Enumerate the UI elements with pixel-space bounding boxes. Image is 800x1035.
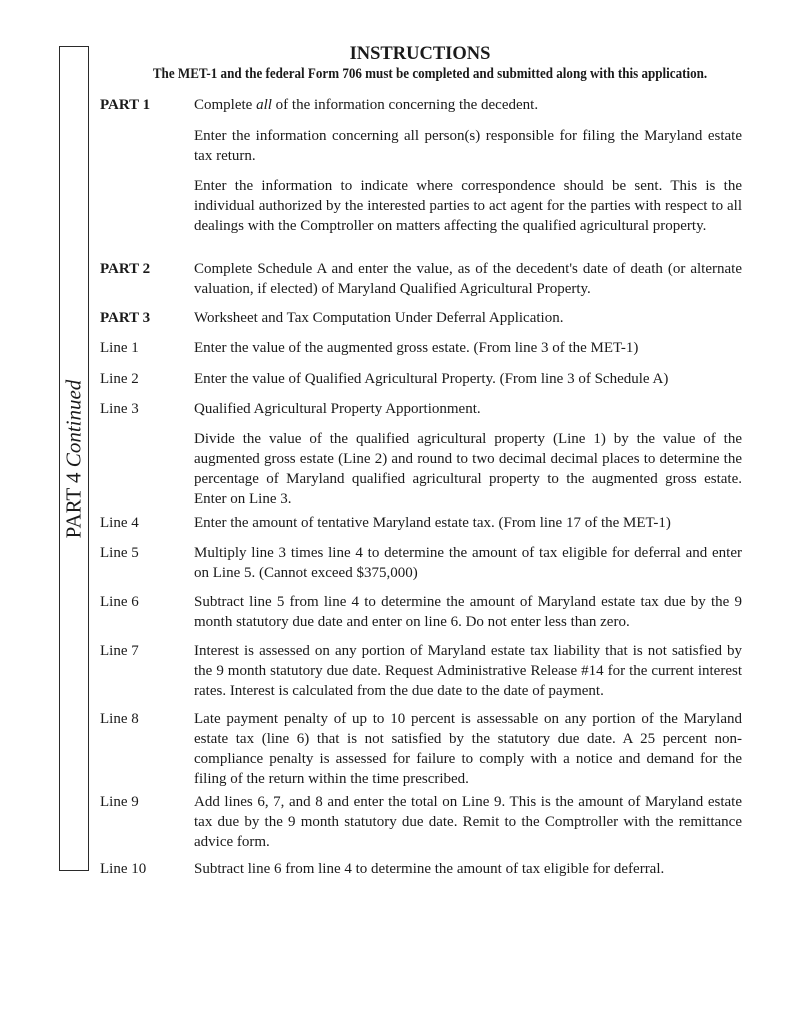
line-2-text: Enter the value of Qualified Agricultural Property. (From line 3 of Schedule A) xyxy=(194,371,669,387)
line-3-label: Line 3 xyxy=(100,401,139,417)
part-1-para-3: Enter the information to indicate where correspondence should be sent. This is the individual authorized by the interested parties to act agent for the parties with respect to all dealings with the Comptroller on matters affecting the qualified agricultural property. xyxy=(194,178,742,234)
part-1-text-b: of the information concerning the decedent. xyxy=(271,97,539,113)
side-label-continued: Continued xyxy=(61,379,86,468)
line-10-text: Subtract line 6 from line 4 to determine the amount of tax eligible for deferral. xyxy=(194,861,665,877)
line-6-text: Subtract line 5 from line 4 to determine the amount of Maryland estate tax due by the 9 month statutory due date and enter on line 6. Do not enter less than zero. xyxy=(194,594,742,630)
page-title: INSTRUCTIONS xyxy=(349,44,491,64)
line-8-text: Late payment penalty of up to 10 percent is assessable on any portion of the Maryland estate tax (line 6) that is not satisfied by the statutory due date. A 25 percent non-compliance penalty is assessed for failure to comply with a notice and demand for the filing of the return within the time prescribed. xyxy=(194,711,742,787)
line-5-label: Line 5 xyxy=(100,545,139,561)
side-label-part: PART 4 xyxy=(61,472,86,539)
line-9-text: Add lines 6, 7, and 8 and enter the total on Line 9. This is the amount of Maryland estate tax due by the 9 month statutory due date. Remit to the Comptroller with the remittance advice form. xyxy=(194,794,742,850)
part-1-para-2: Enter the information concerning all person(s) responsible for filing the Maryland estate tax return. xyxy=(194,128,742,164)
part-3-label: PART 3 xyxy=(100,310,151,326)
line-10-label: Line 10 xyxy=(100,861,147,877)
line-7-label: Line 7 xyxy=(100,643,139,659)
line-4-label: Line 4 xyxy=(100,515,139,531)
line-4-text: Enter the amount of tentative Maryland estate tax. (From line 17 of the MET-1) xyxy=(194,515,671,531)
line-7-text: Interest is assessed on any portion of Maryland estate tax liability that is not satisfied by the 9 month statutory due date. Request Administrative Release #14 for the current interest rates. Interest is calculated from the due date to the date of payment. xyxy=(194,643,742,699)
line-2-label: Line 2 xyxy=(100,371,139,387)
page-subtitle: The MET-1 and the federal Form 706 must be completed and submitted along with this application. xyxy=(152,66,708,82)
line-8-label: Line 8 xyxy=(100,711,139,727)
line-5-text: Multiply line 3 times line 4 to determine the amount of tax eligible for deferral and enter on Line 5. (Cannot exceed $375,000) xyxy=(194,545,742,581)
line-1-label: Line 1 xyxy=(100,340,139,356)
part-3-text: Worksheet and Tax Computation Under Deferral Application. xyxy=(194,310,564,326)
line-3-text: Qualified Agricultural Property Apportionment. xyxy=(194,401,481,417)
line-9-label: Line 9 xyxy=(100,794,139,810)
part-4-continued-label xyxy=(62,380,87,539)
line-3-extra: Divide the value of the qualified agricultural property (Line 1) by the value of the augmented gross estate (Line 2) and round to two decimal decimal places to determine the percentage of Maryland qualified agricultural property to the augmented gross estate. Enter on Line 3. xyxy=(194,431,742,507)
part-1-text xyxy=(194,95,742,115)
line-6-label: Line 6 xyxy=(100,594,139,610)
part-2-text: Complete Schedule A and enter the value, as of the decedent's date of death (or alternate valuation, if elected) of Maryland Qualified Agricultural Property. xyxy=(194,261,742,297)
part-2-label: PART 2 xyxy=(100,261,151,277)
part-1-text-em: all xyxy=(256,97,272,113)
line-1-text: Enter the value of the augmented gross estate. (From line 3 of the MET-1) xyxy=(194,340,639,356)
part-1-label: PART 1 xyxy=(100,97,151,113)
part-1-text-a: Complete xyxy=(194,97,257,113)
